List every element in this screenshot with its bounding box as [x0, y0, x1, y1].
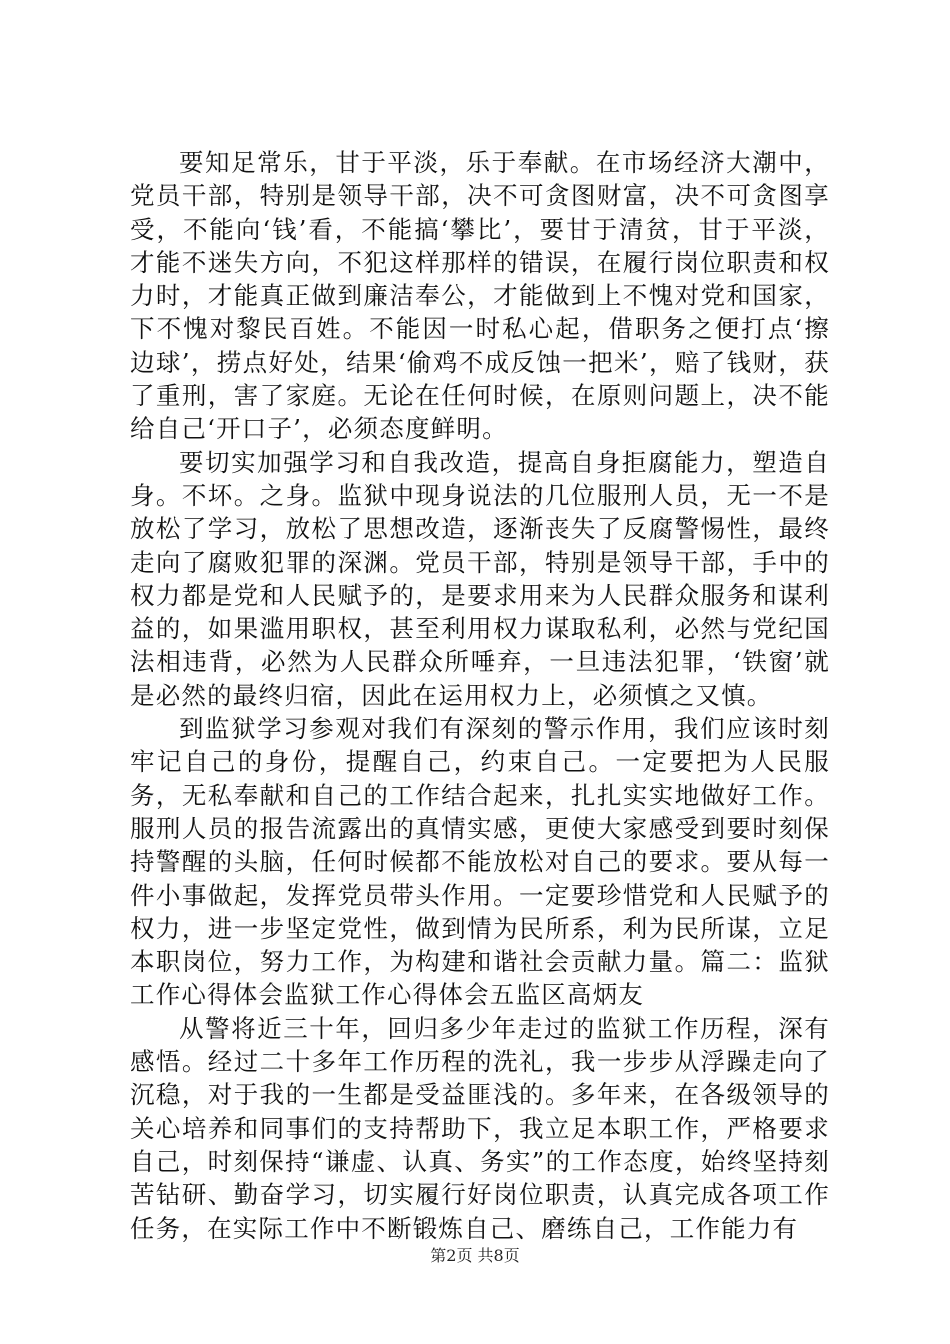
page-footer [0, 1246, 950, 1266]
paragraph-3: 到监狱学习参观对我们有深刻的警示作用，我们应该时刻牢记自己的身份，提醒自己，约束自己。一定要把为人民服务，无私奉献和自己的工作结合起来，扎扎实实地做好工作。服刑人员的报告流露出的真情实感，更使大家感受到要时刻保持警醒的头脑，任何时候都不能放松对自己的要求。要从每一件小事做起，发挥党员带头作用。一定要珍惜党和人民赋予的权力，进一步坚定党性，做到情为民所系，利为民所谋，立足本职岗位，努力工作，为构建和谐社会贡献力量。篇二：监狱工作心得体会监狱工作心得体会五监区高炳友 [130, 714, 830, 1010]
page-indicator: 第2页 共8页 [430, 1246, 520, 1265]
document-body [130, 146, 830, 1245]
paragraph-4: 从警将近三十年，回归多少年走过的监狱工作历程，深有感悟。经过二十多年工作历程的洗礼，我一步步从浮躁走向了沉稳，对于我的一生都是受益匪浅的。多年来，在各级领导的关心培养和同事们的支持帮助下，我立足本职工作，严格要求自己，时刻保持“谦虚、认真、务实”的工作态度，始终坚持刻苦钻研、勤奋学习，切实履行好岗位职责，认真完成各项工作任务，在实际工作中不断锻炼自己、磨练自己，工作能力有 [130, 1013, 830, 1243]
paragraph-2: 要切实加强学习和自我改造，提高自身拒腐能力，塑造自身。不坏。之身。监狱中现身说法的几位服刑人员，无一不是放松了学习，放松了思想改造，逐渐丧失了反腐警惕性，最终走向了腐败犯罪的深渊。党员干部，特别是领导干部，手中的权力都是党和人民赋予的，是要求用来为人民群众服务和谋利益的，如果滥用职权，甚至利用权力谋取私利，必然与党纪国法相违背，必然为人民群众所唾弃，一旦违法犯罪，‘铁窗’就是必然的最终归宿，因此在运用权力上，必须慎之又慎。 [130, 447, 830, 710]
paragraph-1: 要知足常乐，甘于平淡，乐于奉献。在市场经济大潮中，党员干部，特别是领导干部，决不可贪图财富，决不可贪图享受，不能向‘钱’看，不能搞‘攀比’，要甘于清贫，甘于平淡，才能不迷失方向，不犯这样那样的错误，在履行岗位职责和权力时，才能真正做到廉洁奉公，才能做到上不愧对党和国家，下不愧对黎民百姓。不能因一时私心起，借职务之便打点‘擦边球’，捞点好处，结果‘偷鸡不成反蚀一把米’，赔了钱财，获了重刑，害了家庭。无论在任何时候，在原则问题上，决不能给自己‘开口子’，必须态度鲜明。 [130, 148, 830, 444]
